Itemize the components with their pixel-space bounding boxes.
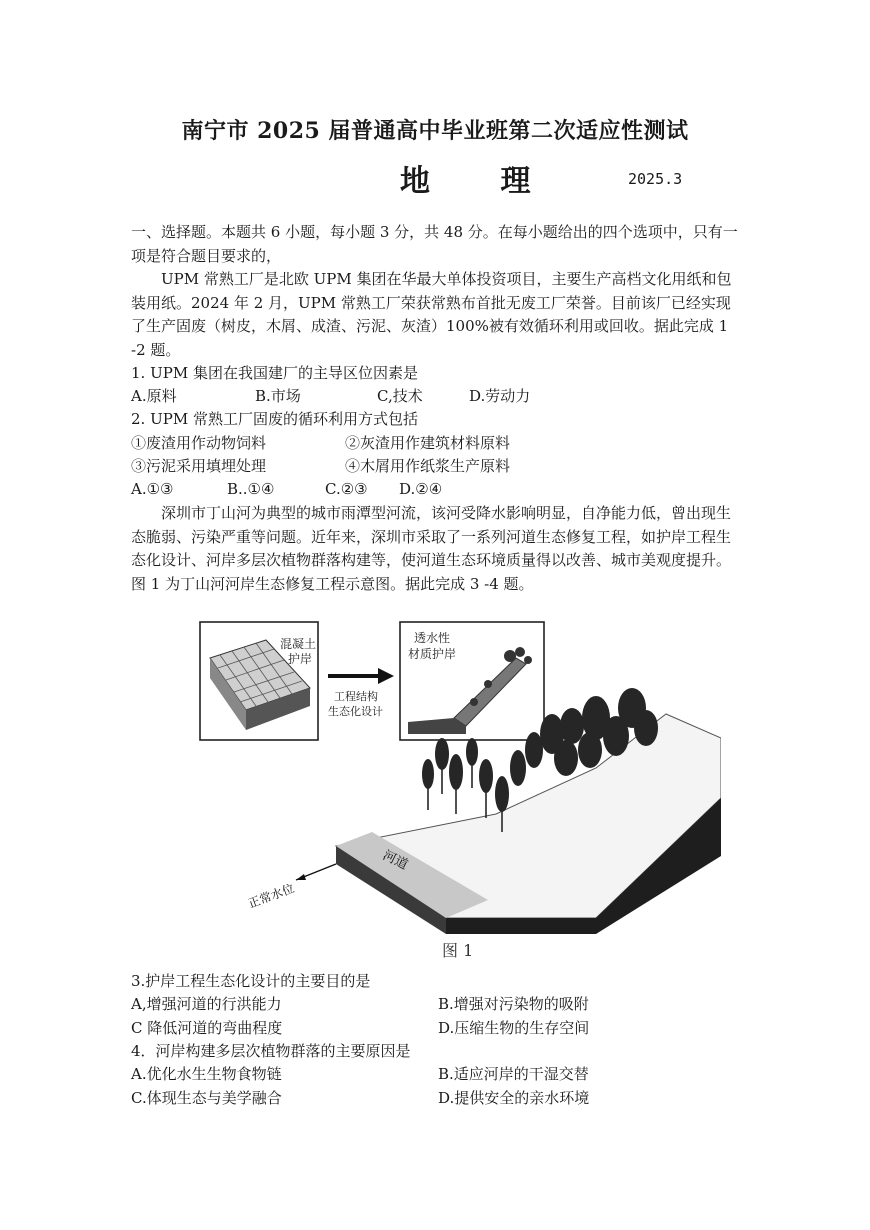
exam-date: 2025.3 bbox=[628, 170, 683, 188]
subject-title: 地 理 bbox=[400, 164, 561, 199]
q3-option-c[interactable]: C 降低河道的弯曲程度 bbox=[131, 1019, 283, 1037]
q1-option-b[interactable]: B.市场 bbox=[255, 387, 301, 405]
label-concrete-line1: 混凝土 bbox=[280, 637, 317, 651]
exam-title: 南宁市 2025 届普通高中毕业班第二次适应性测试 bbox=[181, 118, 689, 144]
question-4-stem: 4．河岸构建多层次植物群落的主要原因是 bbox=[131, 1042, 411, 1060]
question-1-stem: 1. UPM 集团在我国建厂的主导区位因素是 bbox=[131, 364, 418, 382]
q4-option-c[interactable]: C.体现生态与美学融合 bbox=[131, 1089, 282, 1107]
q4-option-d[interactable]: D.提供安全的亲水环境 bbox=[438, 1089, 590, 1107]
question-3-stem: 3.护岸工程生态化设计的主要目的是 bbox=[131, 972, 371, 990]
label-permeable-line1: 透水性 bbox=[414, 631, 451, 645]
q2-item-4: ④木屑用作纸浆生产原料 bbox=[345, 457, 511, 475]
q2-option-b[interactable]: B..①④ bbox=[227, 480, 275, 498]
label-concrete-line2: 护岸 bbox=[288, 652, 313, 666]
q4-option-b[interactable]: B.适应河岸的干湿交替 bbox=[438, 1065, 589, 1083]
q1-option-a[interactable]: A.原料 bbox=[131, 387, 177, 405]
q2-item-3: ③污泥采用填埋处理 bbox=[131, 457, 267, 475]
arrow-right-icon bbox=[328, 668, 394, 684]
label-permeable-line2: 材质护岸 bbox=[408, 647, 457, 661]
q2-option-a[interactable]: A.①③ bbox=[131, 480, 174, 498]
label-arrow-line1: 工程结构 bbox=[334, 690, 378, 703]
q1-option-d[interactable]: D.劳动力 bbox=[469, 387, 531, 405]
passage-upm: UPM 常熟工厂是北欧 UPM 集团在华最大单体投资项目，主要生产高档文化用纸和包装用纸。2024 年 2 月，UPM 常熟工厂荣获常熟布首批无废工厂荣誉。目前该厂已经实现了生产固废（树皮，木屑、成渣、污泥、灰渣）100%被有效循环利用或回收。据此完成 1 -2 题。 bbox=[131, 270, 732, 359]
label-water-level: 正常水位 bbox=[246, 881, 297, 911]
question-2-stem: 2. UPM 常熟工厂固废的循环利用方式包括 bbox=[131, 410, 418, 428]
q3-option-b[interactable]: B.增强对污染物的吸附 bbox=[438, 995, 589, 1013]
q4-option-a[interactable]: A.优化水生生物食物链 bbox=[131, 1065, 282, 1083]
q3-option-a[interactable]: A,增强河道的行洪能力 bbox=[131, 995, 282, 1013]
label-river: 河道 bbox=[380, 848, 411, 873]
passage-dingshan-river: 深圳市丁山河为典型的城市雨潭型河流，该河受降水影响明显，自净能力低，曾出现生态脆弱、污染严重等问题。近年来，深圳市采取了一系列河道生态修复工程，如护岸工程生态化设计、河岸多层次植物群落构建等，使河道生态环境质量得以改善、城市美观度提升。图 1 为丁山河河岸生态修复工程示意图。据此完成 3 -4 题。 bbox=[131, 504, 732, 593]
q3-option-d[interactable]: D.压缩生物的生存空间 bbox=[438, 1019, 590, 1037]
section-instructions: 一、选择题。本题共 6 小题，每小题 3 分，共 48 分。在每小题给出的四个选项中，只有一项是符合题目要求的， bbox=[131, 223, 738, 265]
q2-item-2: ②灰渣用作建筑材料原料 bbox=[345, 434, 511, 452]
label-arrow-line2: 生态化设计 bbox=[328, 705, 383, 718]
figure-caption: 图 1 bbox=[442, 941, 474, 960]
q2-option-d[interactable]: D.②④ bbox=[399, 480, 443, 498]
q1-option-c[interactable]: C,技术 bbox=[377, 387, 423, 405]
q2-item-1: ①废渣用作动物饲料 bbox=[131, 434, 267, 452]
figure-river-bank-restoration bbox=[196, 618, 721, 963]
q2-option-c[interactable]: C.②③ bbox=[325, 480, 368, 498]
